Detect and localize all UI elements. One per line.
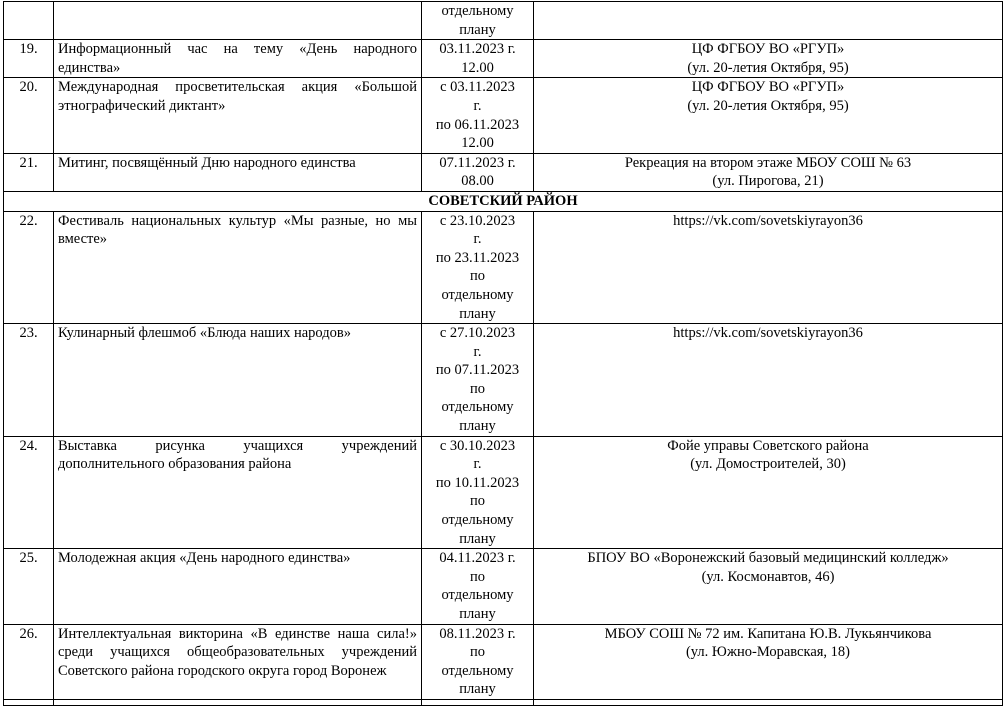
event-place-line: (ул. Пирогова, 21) [712,173,824,190]
event-date-line: по 10.11.2023 [435,474,520,491]
event-name [54,2,422,40]
event-date-cell [422,324,534,437]
event-date-line: плану [459,305,496,322]
event-date-line: плану [459,530,496,547]
table-row [4,324,1003,437]
event-name: Фестиваль национальных культур «Мы разные, но мы вместе» [54,211,422,324]
row-number [4,2,54,40]
table-row [4,211,1003,324]
event-place-cell [534,699,1003,705]
table-row [4,624,1003,699]
row-number: 20. [4,78,54,153]
event-date-cell [422,78,534,153]
event-place-cell [534,2,1003,40]
event-date-line: по [469,493,485,510]
event-place-line: Рекреация на втором этаже МБОУ СОШ № 63 [624,154,912,171]
row-number: 25. [4,549,54,624]
event-name: Выставка рисунка учащихся учреждений дополнительного образования района [54,436,422,549]
event-place-line: (ул. Южно-Моравская, 18) [685,644,851,661]
event-place-line: ЦФ ФГБОУ ВО «РГУП» [691,79,845,96]
event-place-line: БПОУ ВО «Воронежский базовый медицинский колледж» [587,550,949,567]
event-name: Молодежная акция «День народного единства» [54,549,422,624]
event-place-cell [534,40,1003,78]
event-place-cell [534,153,1003,191]
event-date-line: 12.00 [461,135,494,152]
event-date-line: 04.11.2023 г. [439,550,516,567]
row-number: 23. [4,324,54,437]
event-date-line: по [469,380,485,397]
event-date-line: с 03.11.2023 [440,79,515,96]
event-date-line: плану [459,418,496,435]
event-date-line: отдельному [441,3,514,19]
event-date-line: 03.11.2023 г. [439,41,516,58]
event-name: Интеллектуальная викторина «В единстве наша сила!» среди учащихся общеобразовательных учреждений Советского района городского округа город Воронеж [54,624,422,699]
event-date-cell [422,699,534,705]
event-date-line: плану [459,681,496,698]
event-date-line: 07.11.2023 г. [439,154,516,171]
table-row [4,549,1003,624]
event-date-line: с 27.10.2023 [439,325,516,342]
table-row [4,699,1003,705]
event-date-cell [422,211,534,324]
event-place-line: (ул. Домостроителей, 30) [690,456,846,473]
event-date-line: 08.00 [461,173,494,190]
section-header-row [4,191,1003,211]
event-name: Информационный час на тему «День народного единства» [54,40,422,78]
event-date-cell [422,2,534,40]
event-date-line: по 06.11.2023 [435,116,520,133]
event-place-line: https://vk.com/sovetskiyrayon36 [673,212,863,229]
event-date-line: г. [473,343,482,360]
table-row [4,78,1003,153]
event-date-line: с 23.10.2023 [439,212,516,229]
event-place-line: ЦФ ФГБОУ ВО «РГУП» [691,41,845,58]
event-place-cell [534,549,1003,624]
events-table [3,1,1003,706]
event-place-cell [534,436,1003,549]
event-date-cell [422,153,534,191]
section-title: СОВЕТСКИЙ РАЙОН [4,191,1003,211]
table-row [4,153,1003,191]
event-date-line: по 23.11.2023 [435,249,520,266]
event-date-line: плану [459,21,496,38]
event-date-line: по [469,644,485,661]
event-place-line: (ул. 20-летия Октября, 95) [687,59,849,76]
event-date-cell [422,436,534,549]
event-place-cell [534,624,1003,699]
event-date-line: 08.11.2023 г. [439,625,516,642]
table-row [4,40,1003,78]
event-date-line: г. [473,456,482,473]
event-date-line: г. [473,231,482,248]
event-date-line: отдельному [441,587,514,604]
event-place-cell [534,324,1003,437]
event-place-line: Фойе управы Советского района [667,437,869,454]
event-date-line: с 30.10.2023 [439,437,516,454]
event-place-cell [534,211,1003,324]
event-place-line: (ул. 20-летия Октября, 95) [687,97,849,114]
event-date-line: отдельному [441,512,514,529]
row-number: 26. [4,624,54,699]
event-place-line: https://vk.com/sovetskiyrayon36 [673,325,863,342]
event-date-cell [422,624,534,699]
events-table-body [4,2,1003,706]
event-date-line: плану [459,606,496,622]
event-name: Международная просветительская акция «Большой этнографический диктант» [54,78,422,153]
event-date-line: по [469,568,485,585]
event-date-cell [422,40,534,78]
event-date-cell [422,549,534,624]
event-place-line: МБОУ СОШ № 72 им. Капитана Ю.В. Лукьянчикова [604,625,932,642]
table-row [4,436,1003,549]
row-number [4,699,54,705]
event-date-line: по [469,268,485,285]
event-name [54,699,422,705]
event-date-line: отдельному [441,662,514,679]
event-date-line: отдельному [441,399,514,416]
row-number: 21. [4,153,54,191]
event-place-cell [534,78,1003,153]
table-row [4,2,1003,40]
event-name: Кулинарный флешмоб «Блюда наших народов» [54,324,422,437]
row-number: 19. [4,40,54,78]
event-date-line: г. [473,97,482,114]
event-date-line: 12.00 [461,59,494,76]
event-date-line: по 07.11.2023 [435,362,520,379]
event-date-line: отдельному [441,286,514,303]
row-number: 22. [4,211,54,324]
row-number: 24. [4,436,54,549]
event-name: Митинг, посвящённый Дню народного единства [54,153,422,191]
event-place-line: (ул. Космонавтов, 46) [701,568,835,585]
